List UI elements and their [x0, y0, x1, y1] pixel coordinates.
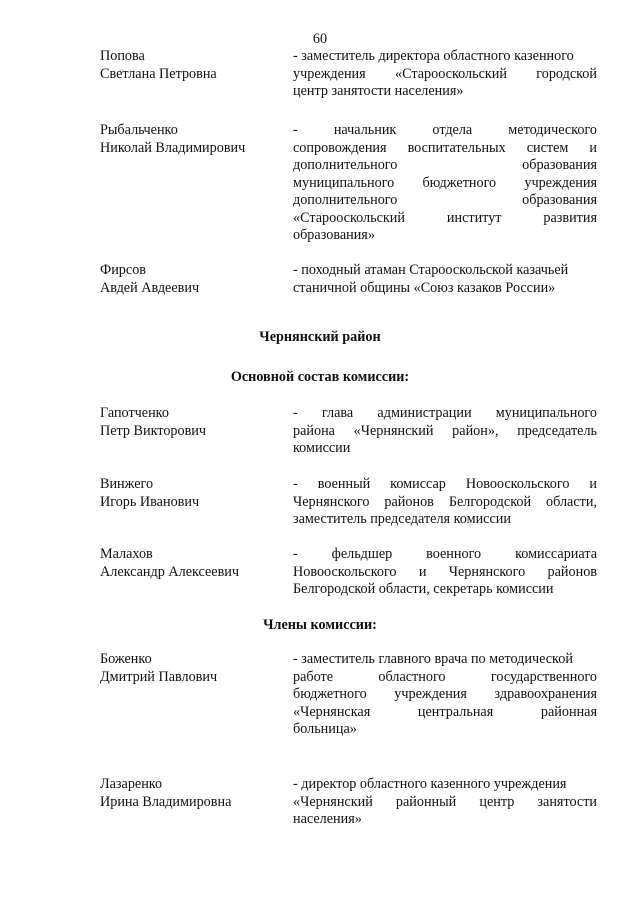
position-line: заместитель председателя комиссии	[293, 511, 511, 527]
person-given-names: Александр Алексеевич	[100, 563, 240, 580]
person-position	[293, 262, 597, 297]
person-given-names: Николай Владимирович	[100, 139, 246, 156]
person-position	[293, 122, 597, 245]
position-line: Белгородской области, секретарь комиссии	[293, 581, 554, 597]
person-position	[293, 651, 597, 739]
main-composition-heading: Основной состав комиссии:	[230, 369, 410, 385]
members-heading: Члены комиссии:	[263, 617, 377, 633]
person-position	[293, 776, 597, 829]
position-line: муниципального бюджетного учреждения	[293, 174, 597, 191]
person-name	[100, 48, 280, 83]
position-line: - глава администрации муниципального	[293, 405, 597, 421]
position-line: больница»	[293, 721, 357, 737]
district-heading: Чернянский район	[259, 329, 381, 345]
position-line: Новооскольского и Чернянского районов	[293, 563, 597, 580]
person-given-names: Дмитрий Павлович	[100, 668, 218, 685]
position-line: дополнительного образования	[293, 192, 597, 208]
position-line: сопровождения воспитательных систем и	[293, 139, 597, 156]
person-position	[293, 546, 597, 599]
position-line: «Чернянская центральная районная	[293, 703, 597, 720]
position-line: образования»	[293, 227, 375, 243]
person-given-names: Авдей Авдеевич	[100, 279, 200, 296]
position-line: «Чернянский районный центр занятости	[293, 793, 597, 810]
position-line: станичной общины «Союз казаков России»	[293, 279, 556, 296]
person-name	[100, 651, 280, 686]
person-given-names: Игорь Иванович	[100, 493, 200, 510]
position-line: населения»	[293, 811, 362, 827]
person-position	[293, 405, 597, 458]
position-line: центр занятости населения»	[293, 83, 464, 99]
position-line: - директор областного казенного учреждения	[293, 776, 567, 792]
position-line: - начальник отдела методического	[293, 122, 597, 138]
position-line: бюджетного учреждения здравоохранения	[293, 686, 597, 702]
position-line: - военный комиссар Новооскольского и	[293, 476, 597, 492]
person-surname: Малахов	[100, 546, 153, 562]
position-line: дополнительного образования	[293, 157, 597, 173]
position-line: - походный атаман Старооскольской казачьей	[293, 262, 569, 278]
position-line: Чернянского районов Белгородской области,	[293, 493, 597, 510]
position-line: учреждения «Старооскольский городской	[293, 65, 597, 82]
position-line: - заместитель директора областного казенного	[293, 48, 574, 64]
position-line: - заместитель главного врача по методической	[293, 651, 573, 667]
position-line: «Старооскольский институт развития	[293, 209, 597, 226]
page-number: 60	[312, 31, 328, 47]
person-name	[100, 776, 280, 811]
position-line: комиссии	[293, 440, 351, 456]
person-name	[100, 476, 280, 511]
person-given-names: Ирина Владимировна	[100, 793, 232, 810]
position-line: района «Чернянский район», председатель	[293, 422, 597, 439]
person-given-names: Петр Викторович	[100, 422, 207, 439]
person-name	[100, 405, 280, 440]
person-given-names: Светлана Петровна	[100, 65, 217, 82]
person-surname: Боженко	[100, 651, 152, 667]
position-line: - фельдшер военного комиссариата	[293, 546, 597, 562]
person-surname: Попова	[100, 48, 145, 64]
person-name	[100, 546, 280, 581]
position-line: работе областного государственного	[293, 668, 597, 685]
person-surname: Гапотченко	[100, 405, 169, 421]
person-position	[293, 476, 597, 529]
person-surname: Фирсов	[100, 262, 146, 278]
person-name	[100, 262, 280, 297]
person-surname: Рыбальченко	[100, 122, 178, 138]
person-position	[293, 48, 597, 101]
person-surname: Лазаренко	[100, 776, 163, 792]
person-surname: Винжего	[100, 476, 154, 492]
person-name	[100, 122, 280, 157]
